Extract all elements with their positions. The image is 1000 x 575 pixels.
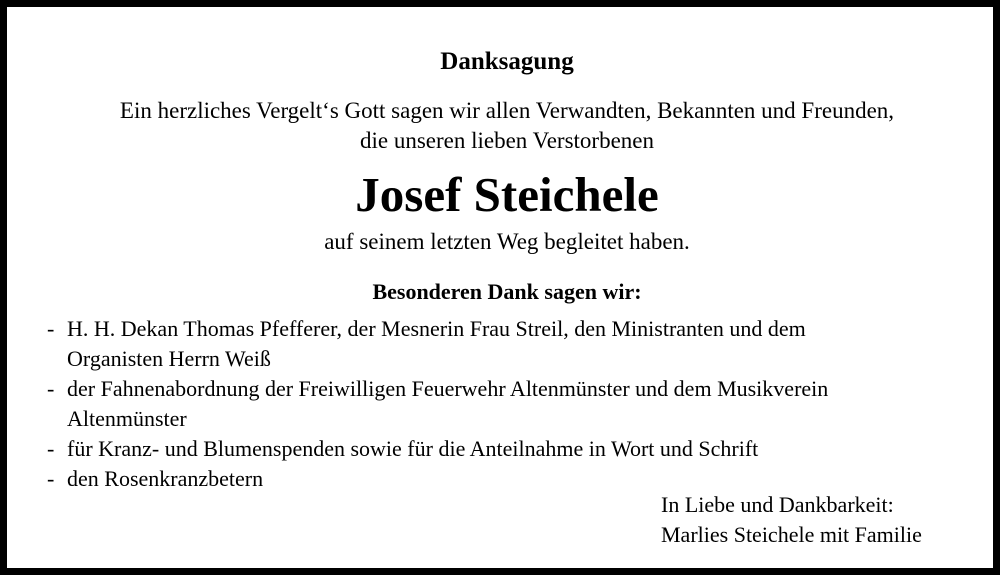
list-item-line: der Fahnenabordnung der Freiwilligen Feuerwehr Altenmünster und dem Musikverein	[67, 376, 829, 401]
signature-text: Marlies Steichele mit Familie	[661, 522, 922, 547]
list-item-text	[67, 314, 987, 374]
thanks-heading: Besonderen Dank sagen wir:	[372, 279, 642, 304]
list-item-line: Organisten Herrn Weiß	[67, 346, 271, 371]
thanks-list	[47, 314, 987, 494]
signature-block	[661, 490, 922, 550]
list-item-line: den Rosenkranzbetern	[67, 466, 264, 491]
list-item-line: für Kranz- und Blumenspenden sowie für die Anteilnahme in Wort und Schrift	[67, 436, 759, 461]
list-item	[47, 434, 987, 464]
list-item-text	[67, 434, 987, 464]
intro-line: auf seinem letzten Weg begleitet haben.	[324, 229, 690, 254]
intro-line: die unseren lieben Verstorbenen	[359, 128, 654, 153]
notice-title: Danksagung	[440, 48, 574, 75]
list-item-text	[67, 374, 987, 434]
intro-text	[7, 96, 1000, 156]
dash-bullet: -	[47, 376, 55, 401]
list-item	[47, 374, 987, 434]
list-item-line: H. H. Dekan Thomas Pfefferer, der Mesnerin Frau Streil, den Ministranten und dem	[67, 316, 806, 341]
list-item	[47, 314, 987, 374]
dash-bullet: -	[47, 436, 55, 461]
list-item-line: Altenmünster	[67, 406, 187, 431]
dash-bullet: -	[47, 466, 55, 491]
dash-bullet: -	[47, 316, 55, 341]
intro-line: Ein herzliches Vergelt‘s Gott sagen wir allen Verwandten, Bekannten und Freunden,	[119, 98, 895, 123]
deceased-name: Josef Steichele	[355, 167, 659, 222]
closing-text: In Liebe und Dankbarkeit:	[661, 492, 894, 517]
